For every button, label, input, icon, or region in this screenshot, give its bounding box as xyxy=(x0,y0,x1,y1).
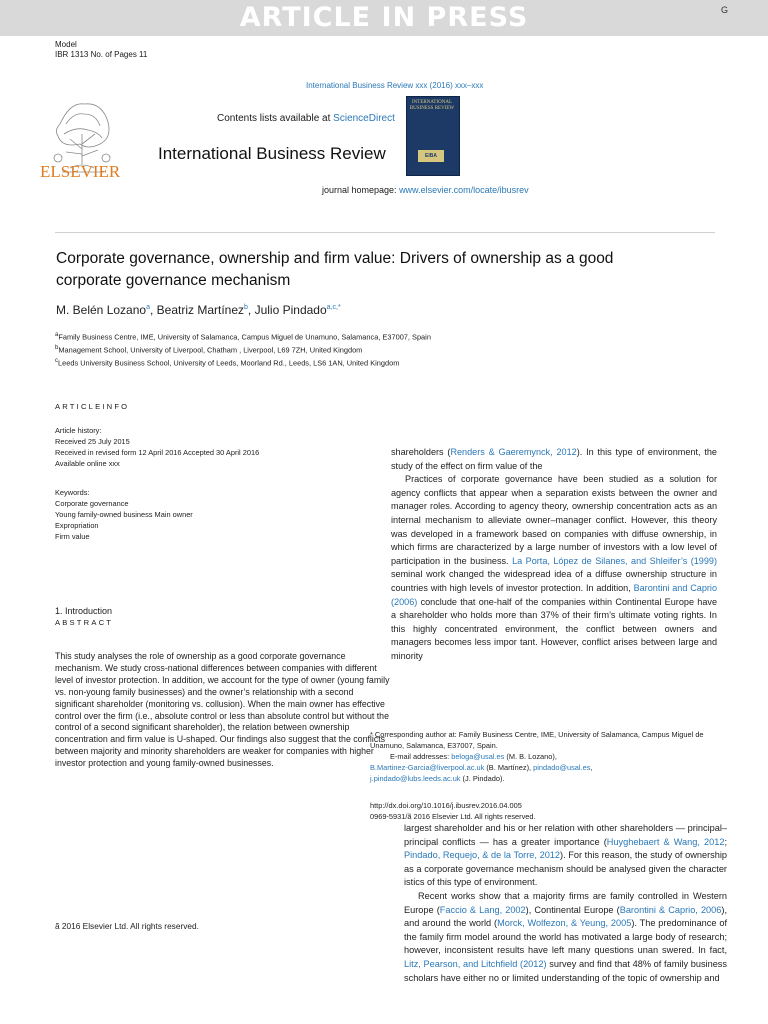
author-affiliation-mark[interactable]: a,c,* xyxy=(326,304,341,311)
sciencedirect-link[interactable]: ScienceDirect xyxy=(333,113,395,124)
author-name: M. Belén Lozano xyxy=(56,303,147,317)
right-column-upper xyxy=(391,446,717,664)
affiliation xyxy=(55,345,362,354)
keyword: Corporate governance xyxy=(55,499,129,508)
cover-badge: EIBA xyxy=(418,150,444,162)
corner-mark: G xyxy=(720,5,728,15)
citation-link[interactable]: Barontini & Caprio, 2006 xyxy=(619,904,722,915)
banner-title: ARTICLE IN PRESS xyxy=(239,2,529,33)
email-line xyxy=(370,762,710,773)
text-run: (M. B. Lozano), xyxy=(504,752,557,761)
journal-title: International Business Review xyxy=(158,144,386,163)
email-link[interactable]: pindado@usal.es xyxy=(533,763,591,772)
contents-prefix: Contents lists available at xyxy=(217,113,334,124)
text-run: conclude that one-half of the companies within Continental Europe have a shareholder who holds more than 37% of their firm’s ultimate voting rights. In this highly concentrated environment, the conflict between owners and managers becomes less impor tant. However, conflict arises between large and minority xyxy=(391,596,717,661)
citation-link[interactable]: Litz, Pearson, and Litchfield (2012) xyxy=(404,958,547,969)
text-run: (B. Martínez), xyxy=(484,763,534,772)
email-label: E-mail addresses: xyxy=(390,752,452,761)
keyword: Expropriation xyxy=(55,521,99,530)
email-link[interactable]: j.pindado@lubs.leeds.ac.uk xyxy=(370,774,461,783)
available-online: Available online xxx xyxy=(55,459,120,468)
email-line xyxy=(370,751,710,762)
model-label: Model xyxy=(55,40,77,49)
homepage-prefix: journal homepage: xyxy=(322,185,400,195)
citation-link[interactable]: Morck, Wolfezon, & Yeung, 2005 xyxy=(497,918,632,929)
citation-link[interactable]: Renders & Gaeremynck, 2012 xyxy=(450,447,577,457)
text-run: ; xyxy=(724,836,728,847)
header-divider xyxy=(55,232,715,233)
contents-line xyxy=(217,113,395,124)
text-run: , xyxy=(590,763,593,772)
keywords-label: Keywords: xyxy=(55,488,90,497)
citation-link[interactable]: Barontini and Caprio (2006) xyxy=(391,582,718,607)
text-run: shareholders ( xyxy=(391,447,451,457)
keyword: Firm value xyxy=(55,532,90,541)
text-run: Recent works show that a majority firms are family controlled in Western Europe ( xyxy=(404,890,727,915)
affiliation-mark: a xyxy=(55,332,59,338)
paragraph xyxy=(391,473,717,663)
affiliation-text: Family Business Centre, IME, University of Salamanca, Campus Miguel de Unamuno, Salamanca, E37007, Spain xyxy=(58,332,431,342)
abstract-heading: ABSTRACT xyxy=(55,618,114,627)
author-name: Beatriz Martínez xyxy=(156,303,245,317)
issn-line: 0969-5931/ã 2016 Elsevier Ltd. All rights reserved. xyxy=(370,812,536,821)
text-run: survey and find that 48% of family business scholars have either no or limited understanding of the topic of ownership and xyxy=(404,958,727,983)
received-date: Received 25 July 2015 xyxy=(55,437,130,446)
citation-link[interactable]: La Porta, López de Silanes, and Shleifer’s (1999) xyxy=(512,555,718,566)
history-label: Article history: xyxy=(55,426,102,435)
email-link[interactable]: B.Martinez-Garcia@liverpool.ac.uk xyxy=(370,763,485,772)
elsevier-wordmark: ELSEVIER xyxy=(40,162,121,181)
text-run: ). For this reason, the study of ownership as a corporate governance mechanism should be analysed given the character istics of this type of environment. xyxy=(404,850,727,888)
article-title: Corporate governance, ownership and firm value: Drivers of ownership as a good corporate governance mechanism xyxy=(56,250,614,289)
author-name: Julio Pindado xyxy=(254,303,327,317)
paragraph xyxy=(404,822,727,890)
paragraph xyxy=(391,446,717,473)
footnote-text: * Corresponding author at: Family Business Centre, IME, University of Salamanca, Campus Miguel de Unamuno, Salamanca, E37007, Spain. xyxy=(370,730,704,750)
homepage-link[interactable]: www.elsevier.com/locate/ibusrev xyxy=(399,185,529,195)
journal-citation-link[interactable]: International Business Review xxx (2016) xxx–xxx xyxy=(306,81,484,90)
text-run: ), Continental Europe ( xyxy=(525,904,620,915)
article-info-heading: ARTICLEINFO xyxy=(55,402,130,411)
email-line xyxy=(370,773,710,784)
affiliation-mark: c xyxy=(55,358,58,364)
doi-link[interactable]: http://dx.doi.org/10.1016/j.ibusrev.2016.04.005 xyxy=(370,801,522,810)
text-run: largest shareholder and his or her relation with other shareholders — principal–principal conflicts — has a greater importance ( xyxy=(404,823,727,847)
cover-title: INTERNATIONAL BUSINESS REVIEW xyxy=(409,100,455,111)
copyright-notice: ã 2016 Elsevier Ltd. All rights reserved. xyxy=(55,921,199,931)
text-run: seminal work changed the widespread idea of a diffuse ownership structure in countries with high levels of investor protection. In addition, xyxy=(391,569,717,593)
keyword: Young family-owned business Main owner xyxy=(55,510,193,519)
abstract-text: This study analyses the role of ownership as a good corporate governance mechanism. We study cross-national differences between companies with different level of investor protection. In addition, we account for the type of owner (young family vs. non-young family businesses) and the owner’s relationship with a second significant shareholder (monitoring vs. collusion). When the main owner has effective control over the firm (i.e., absolute control or less than absolute control but without the control of a second significant shareholder), the relation between ownership concentration and firm value is U-shaped. Our findings also suggest that the conflicts between majority and minority shareholders are weaker for companies with higher investor protection and young family-owned businesses. xyxy=(55,651,390,769)
affiliation-mark: b xyxy=(55,345,59,351)
corresponding-author-footnote xyxy=(370,729,710,784)
text-run: ). In this type of environment, the study of the effect on firm value of the xyxy=(391,447,717,471)
affiliation xyxy=(55,358,399,367)
journal-homepage xyxy=(322,185,529,195)
citation-link[interactable]: Faccio & Lang, 2002 xyxy=(439,904,526,915)
citation-link[interactable]: Pindado, Requejo, & de la Torre, 2012 xyxy=(404,850,561,861)
author-list: M. Belén Lozano$^a$, Beatriz Martínez$^b$, Julio Pindado$^{a,c,*}$ xyxy=(56,303,341,317)
text-run: (J. Pindado). xyxy=(460,774,505,783)
right-column-lower xyxy=(404,822,727,985)
author-affiliation-mark[interactable]: b xyxy=(244,304,248,311)
citation-link[interactable]: Huyghebaert & Wang, 2012 xyxy=(606,836,725,847)
author-affiliation-mark[interactable]: a xyxy=(146,304,150,311)
revised-date: Received in revised form 12 April 2016 Accepted 30 April 2016 xyxy=(55,448,260,457)
introduction-heading: 1. Introduction xyxy=(55,606,113,616)
affiliation xyxy=(55,332,431,341)
paragraph xyxy=(404,890,727,985)
text-run: ). The predominance of the family firm model around the world has motivated a large body of research; however, inconsistent results have left many questions unan swered. In fact, xyxy=(404,918,727,956)
email-link[interactable]: beloga@usal.es xyxy=(451,752,505,761)
pages-label: IBR 1313 No. of Pages 11 xyxy=(55,50,148,59)
text-run: Practices of corporate governance have been studied as a solution for agency conflicts that appear when a separation exists between the owner and manager roles. According to agency theory, ownership concentration acts as an internal mechanism to alleviate owner–manager conflict. However, this theory was developed in a framework based on companies with diffuse ownership, in which firms are characterized by a large number of investors with a low level of participation in the business. xyxy=(391,474,717,566)
affiliation-text: Leeds University Business School, University of Leeds, Moorland Rd., Leeds, LS6 1AN, United Kingdom xyxy=(58,358,400,368)
text-run: ), and around the world ( xyxy=(404,904,728,929)
affiliation-text: Management School, University of Liverpool, Chatham , Liverpool, L69 7ZH, United Kingdom xyxy=(58,345,363,355)
